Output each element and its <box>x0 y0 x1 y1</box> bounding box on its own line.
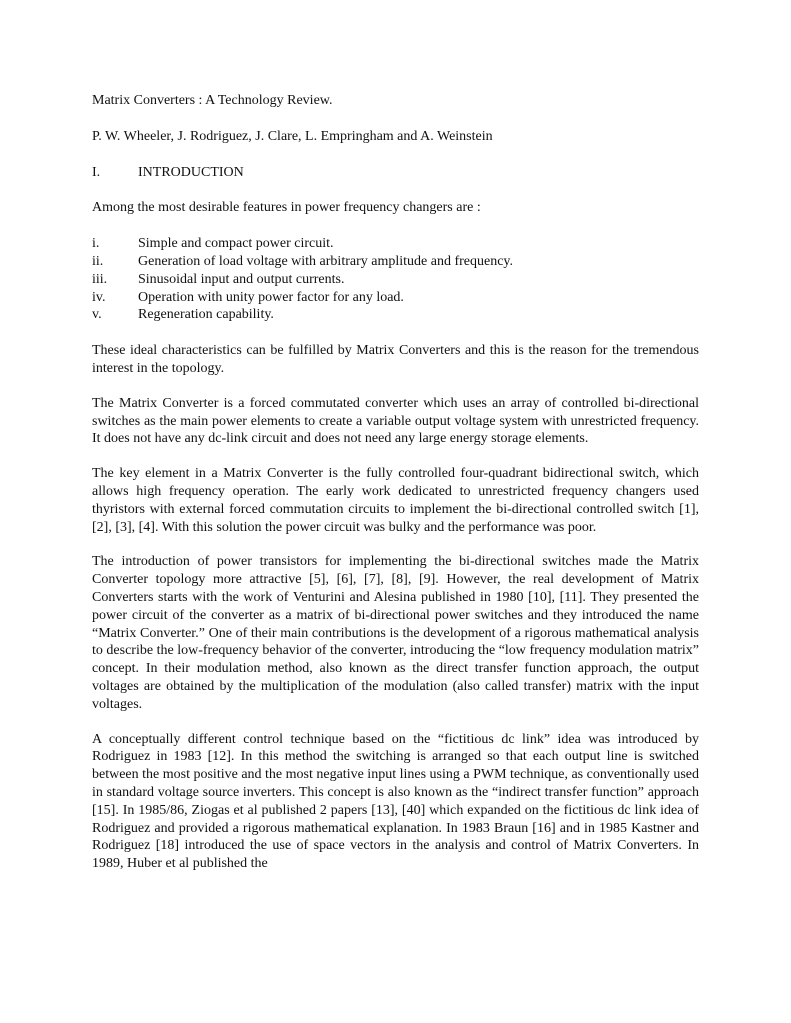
body-paragraph: These ideal characteristics can be fulfilled by Matrix Converters and this is the reason for the tremendous interest in the topology. <box>92 343 699 376</box>
list-item <box>92 306 699 324</box>
paper-title: Matrix Converters : A Technology Review. <box>92 93 333 108</box>
section-heading <box>92 164 699 182</box>
list-item-text: Regeneration capability. <box>138 307 274 323</box>
section-number: I. <box>92 164 101 180</box>
feature-intro-text: Among the most desirable features in power frequency changers are : <box>92 200 481 216</box>
body-paragraph: The key element in a Matrix Converter is the fully controlled four-quadrant bidirectional switch, which allows high frequency operation. The early work dedicated to unrestricted frequency changers used thyristors with external forced commutation circuits to implement the bi-directional controlled switch [1], [2], [3], [4]. With this solution the power circuit was bulky and the performance was poor. <box>92 466 699 535</box>
list-marker: i. <box>92 236 100 252</box>
feature-list <box>92 235 699 324</box>
list-item <box>92 235 699 253</box>
body-paragraph: The introduction of power transistors for implementing the bi-directional switches made the Matrix Converter topology more attractive [5], [6], [7], [8], [9]. However, the real development of Matrix Converters starts with the work of Venturini and Alesina published in 1980 [10], [11]. They presented the power circuit of the converter as a matrix of bi-directional power switches and they introduced the name “Matrix Converter.” One of their main contributions is the development of a rigorous mathematical analysis to describe the low-frequency behavior of the converter, introducing the “low frequency modulation matrix” concept. In their modulation method, also known as the direct transfer function approach, the output voltages are obtained by the multiplication of the modulation (also called transfer) matrix with the input voltages. <box>92 554 699 712</box>
list-marker: ii. <box>92 253 104 269</box>
section-title: INTRODUCTION <box>138 164 244 180</box>
list-item <box>92 271 699 289</box>
document-page <box>92 92 699 890</box>
list-marker: iv. <box>92 289 106 305</box>
list-item-text: Simple and compact power circuit. <box>138 236 334 252</box>
body-paragraph: A conceptually different control technique based on the “fictitious dc link” idea was introduced by Rodriguez in 1983 [12]. In this method the switching is arranged so that each output line is switched between the most positive and the most negative input lines using a PWM technique, as conventionally used in standard voltage source inverters. This concept is also known as the “indirect transfer function” approach [15]. In 1985/86, Ziogas et al published 2 papers [13], [40] which expanded on the fictitious dc link idea of Rodriguez and provided a rigorous mathematical explanation. In 1983 Braun [16] and in 1985 Kastner and Rodriguez [18] introduced the use of space vectors in the analysis and control of Matrix Converters. In 1989, Huber et al published the <box>92 731 699 872</box>
body-paragraph: The Matrix Converter is a forced commutated converter which uses an array of controlled bi-directional switches as the main power elements to create a variable output voltage system with unrestricted frequency. It does not have any dc-link circuit and does not need any large energy storage elements. <box>92 395 699 447</box>
list-marker: iii. <box>92 271 108 287</box>
list-marker: v. <box>92 307 102 323</box>
author-list: P. W. Wheeler, J. Rodriguez, J. Clare, L. Empringham and A. Weinstein <box>92 128 493 144</box>
list-item-text: Generation of load voltage with arbitrary amplitude and frequency. <box>138 253 514 269</box>
list-item <box>92 289 699 307</box>
list-item <box>92 253 699 271</box>
list-item-text: Operation with unity power factor for any load. <box>138 289 404 305</box>
list-item-text: Sinusoidal input and output currents. <box>138 271 345 287</box>
